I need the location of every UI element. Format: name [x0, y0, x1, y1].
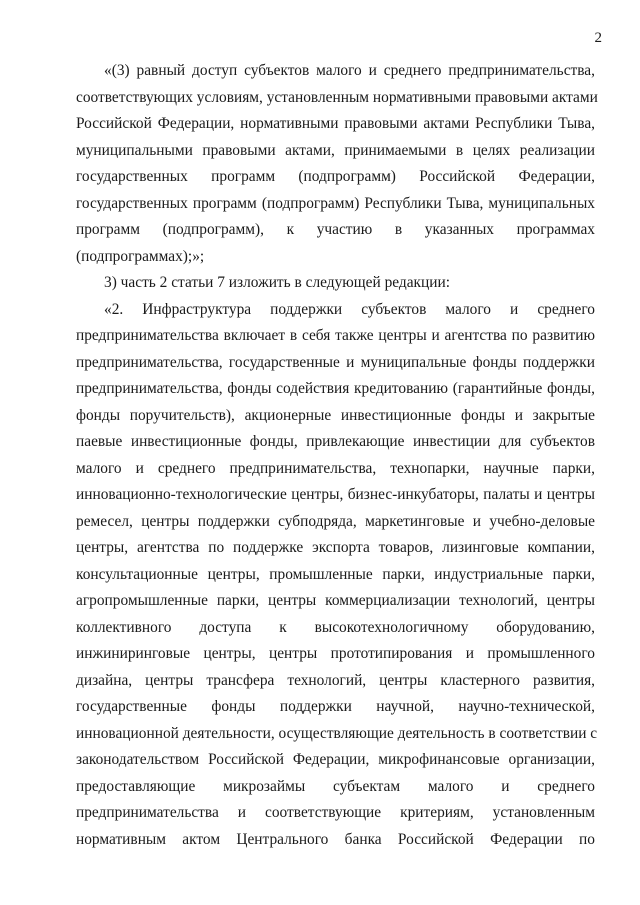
text-line: 3) часть 2 статьи 7 изложить в следующей редакции:: [104, 274, 451, 291]
text-line: предоставляющие микрозаймы субъектам малого и среднего: [76, 777, 595, 795]
text-line: коллективного доступа к высокотехнологичному оборудованию,: [76, 618, 595, 636]
text-line: муниципальными правовыми актами, принимаемыми в целях реализации: [76, 141, 595, 159]
text-line: «(3) равный доступ субъектов малого и среднего предпринимательства,: [104, 62, 595, 79]
text-line: соответствующих условиям, установленным нормативными правовыми актами: [76, 88, 598, 106]
text-line: законодательством Российской Федерации, микрофинансовые организации,: [76, 751, 595, 768]
text-line: программ (подпрограмм), к участию в указанных программах: [76, 221, 595, 238]
text-line: государственных программ (подпрограмм) Республики Тыва, муниципальных: [76, 194, 595, 212]
text-line: государственных программ (подпрограмм) Российской Федерации,: [76, 168, 595, 185]
text-line: фонды поручительств), акционерные инвестиционные фонды и закрытые: [76, 406, 595, 424]
text-line: агропромышленные парки, центры коммерциализации технологий, центры: [76, 592, 595, 609]
text-line: Российской Федерации, нормативными правовыми актами Республики Тыва,: [76, 115, 595, 132]
text-line: «2. Инфраструктура поддержки субъектов малого и среднего: [104, 300, 595, 318]
text-line: дизайна, центры трансфера технологий, центры кластерного развития,: [76, 671, 595, 689]
text-line: предпринимательства, государственные и муниципальные фонды поддержки: [76, 353, 595, 371]
document-body: [76, 58, 598, 853]
text-line: предпринимательства включает в себя также центры и агентства по развитию: [76, 327, 595, 344]
text-line: центры, агентства по поддержке экспорта товаров, лизинговые компании,: [76, 539, 595, 556]
text-line: (подпрограммах);»;: [76, 247, 205, 265]
text-line: паевые инвестиционные фонды, привлекающие инвестиции для субъектов: [76, 433, 595, 450]
text-line: инновационной деятельности, осуществляющие деятельность в соответствии с: [76, 724, 598, 742]
text-line: государственные фонды поддержки научной, научно-технической,: [76, 698, 595, 715]
text-line: ремесел, центры поддержки субподряда, маркетинговые и учебно-деловые: [76, 512, 595, 530]
page-number: 2: [594, 30, 602, 46]
text-line: консультационные центры, промышленные парки, индустриальные парки,: [76, 565, 595, 583]
text-line: инновационно-технологические центры, бизнес-инкубаторы, палаты и центры: [76, 486, 595, 503]
text-line: нормативным актом Центрального банка Российской Федерации по: [76, 830, 595, 848]
text-line: инжиниринговые центры, центры прототипирования и промышленного: [76, 645, 595, 662]
text-line: предпринимательства и соответствующие критериям, установленным: [76, 804, 595, 821]
text-line: предпринимательства, фонды содействия кредитованию (гарантийные фонды,: [76, 380, 595, 397]
text-line: малого и среднего предпринимательства, технопарки, научные парки,: [76, 459, 595, 477]
